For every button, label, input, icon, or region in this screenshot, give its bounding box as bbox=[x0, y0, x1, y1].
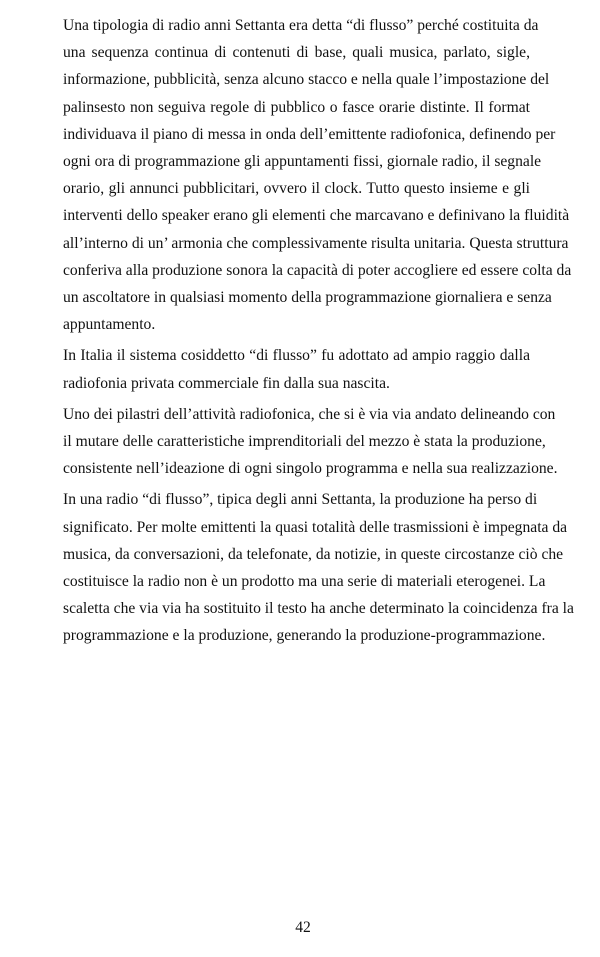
text-line: informazione, pubblicità, senza alcuno stacco e nella quale l’impostazione del bbox=[63, 71, 550, 89]
text-line: individuava il piano di messa in onda dell’emittente radiofonica, definendo per bbox=[63, 125, 556, 143]
text-line: costituisce la radio non è un prodotto ma una serie di materiali eterogenei. La bbox=[63, 573, 546, 591]
text-line: Uno dei pilastri dell’attività radiofonica, che si è via via andato delineando con bbox=[63, 405, 556, 423]
text-line: interventi dello speaker erano gli elementi che marcavano e definivano la fluidità bbox=[63, 207, 570, 225]
text-line: orario, gli annunci pubblicitari, ovvero il clock. Tutto questo insieme e gli bbox=[63, 180, 530, 198]
text-line: significato. Per molte emittenti la quasi totalità delle trasmissioni è impegnata da bbox=[63, 518, 568, 536]
paragraph-3 bbox=[63, 401, 558, 483]
paragraph-2 bbox=[63, 342, 530, 396]
page-body bbox=[63, 12, 574, 654]
text-line: conferiva alla produzione sonora la capacità di poter accogliere ed essere colta da bbox=[63, 261, 572, 279]
text-line: consistente nell’ideazione di ogni singolo programma e nella sua realizzazione. bbox=[63, 460, 558, 478]
text-line: ogni ora di programmazione gli appuntamenti fissi, giornale radio, il segnale bbox=[63, 153, 542, 171]
text-line: palinsesto non seguiva regole di pubblico o fasce orarie distinte. Il format bbox=[63, 98, 530, 116]
text-line: all’interno di un’ armonia che complessivamente risulta unitaria. Questa struttura bbox=[63, 234, 569, 252]
text-line: scaletta che via via ha sostituito il testo ha anche determinato la coincidenza fra la bbox=[63, 600, 574, 618]
text-line: musica, da conversazioni, da telefonate, da notizie, in queste circostanze ciò che bbox=[63, 545, 564, 563]
text-line: In Italia il sistema cosiddetto “di flusso” fu adottato ad ampio raggio dalla bbox=[63, 347, 530, 365]
text-line: In una radio “di flusso”, tipica degli anni Settanta, la produzione ha perso di bbox=[63, 491, 538, 509]
text-line: il mutare delle caratteristiche imprenditoriali del mezzo è stata la produzione, bbox=[63, 433, 546, 451]
page-number: 42 bbox=[295, 919, 311, 936]
text-line: Una tipologia di radio anni Settanta era detta “di flusso” perché costituita da bbox=[63, 17, 539, 34]
paragraph-4 bbox=[63, 486, 574, 649]
text-line: radiofonia privata commerciale fin dalla sua nascita. bbox=[63, 374, 390, 392]
text-line: programmazione e la produzione, generando la produzione-programmazione. bbox=[63, 627, 546, 645]
text-line: appuntamento. bbox=[63, 316, 156, 334]
text-line: un ascoltatore in qualsiasi momento della programmazione giornaliera e senza bbox=[63, 289, 552, 307]
text-line: una sequenza continua di contenuti di base, quali musica, parlato, sigle, bbox=[63, 44, 530, 62]
paragraph-1 bbox=[63, 12, 572, 338]
